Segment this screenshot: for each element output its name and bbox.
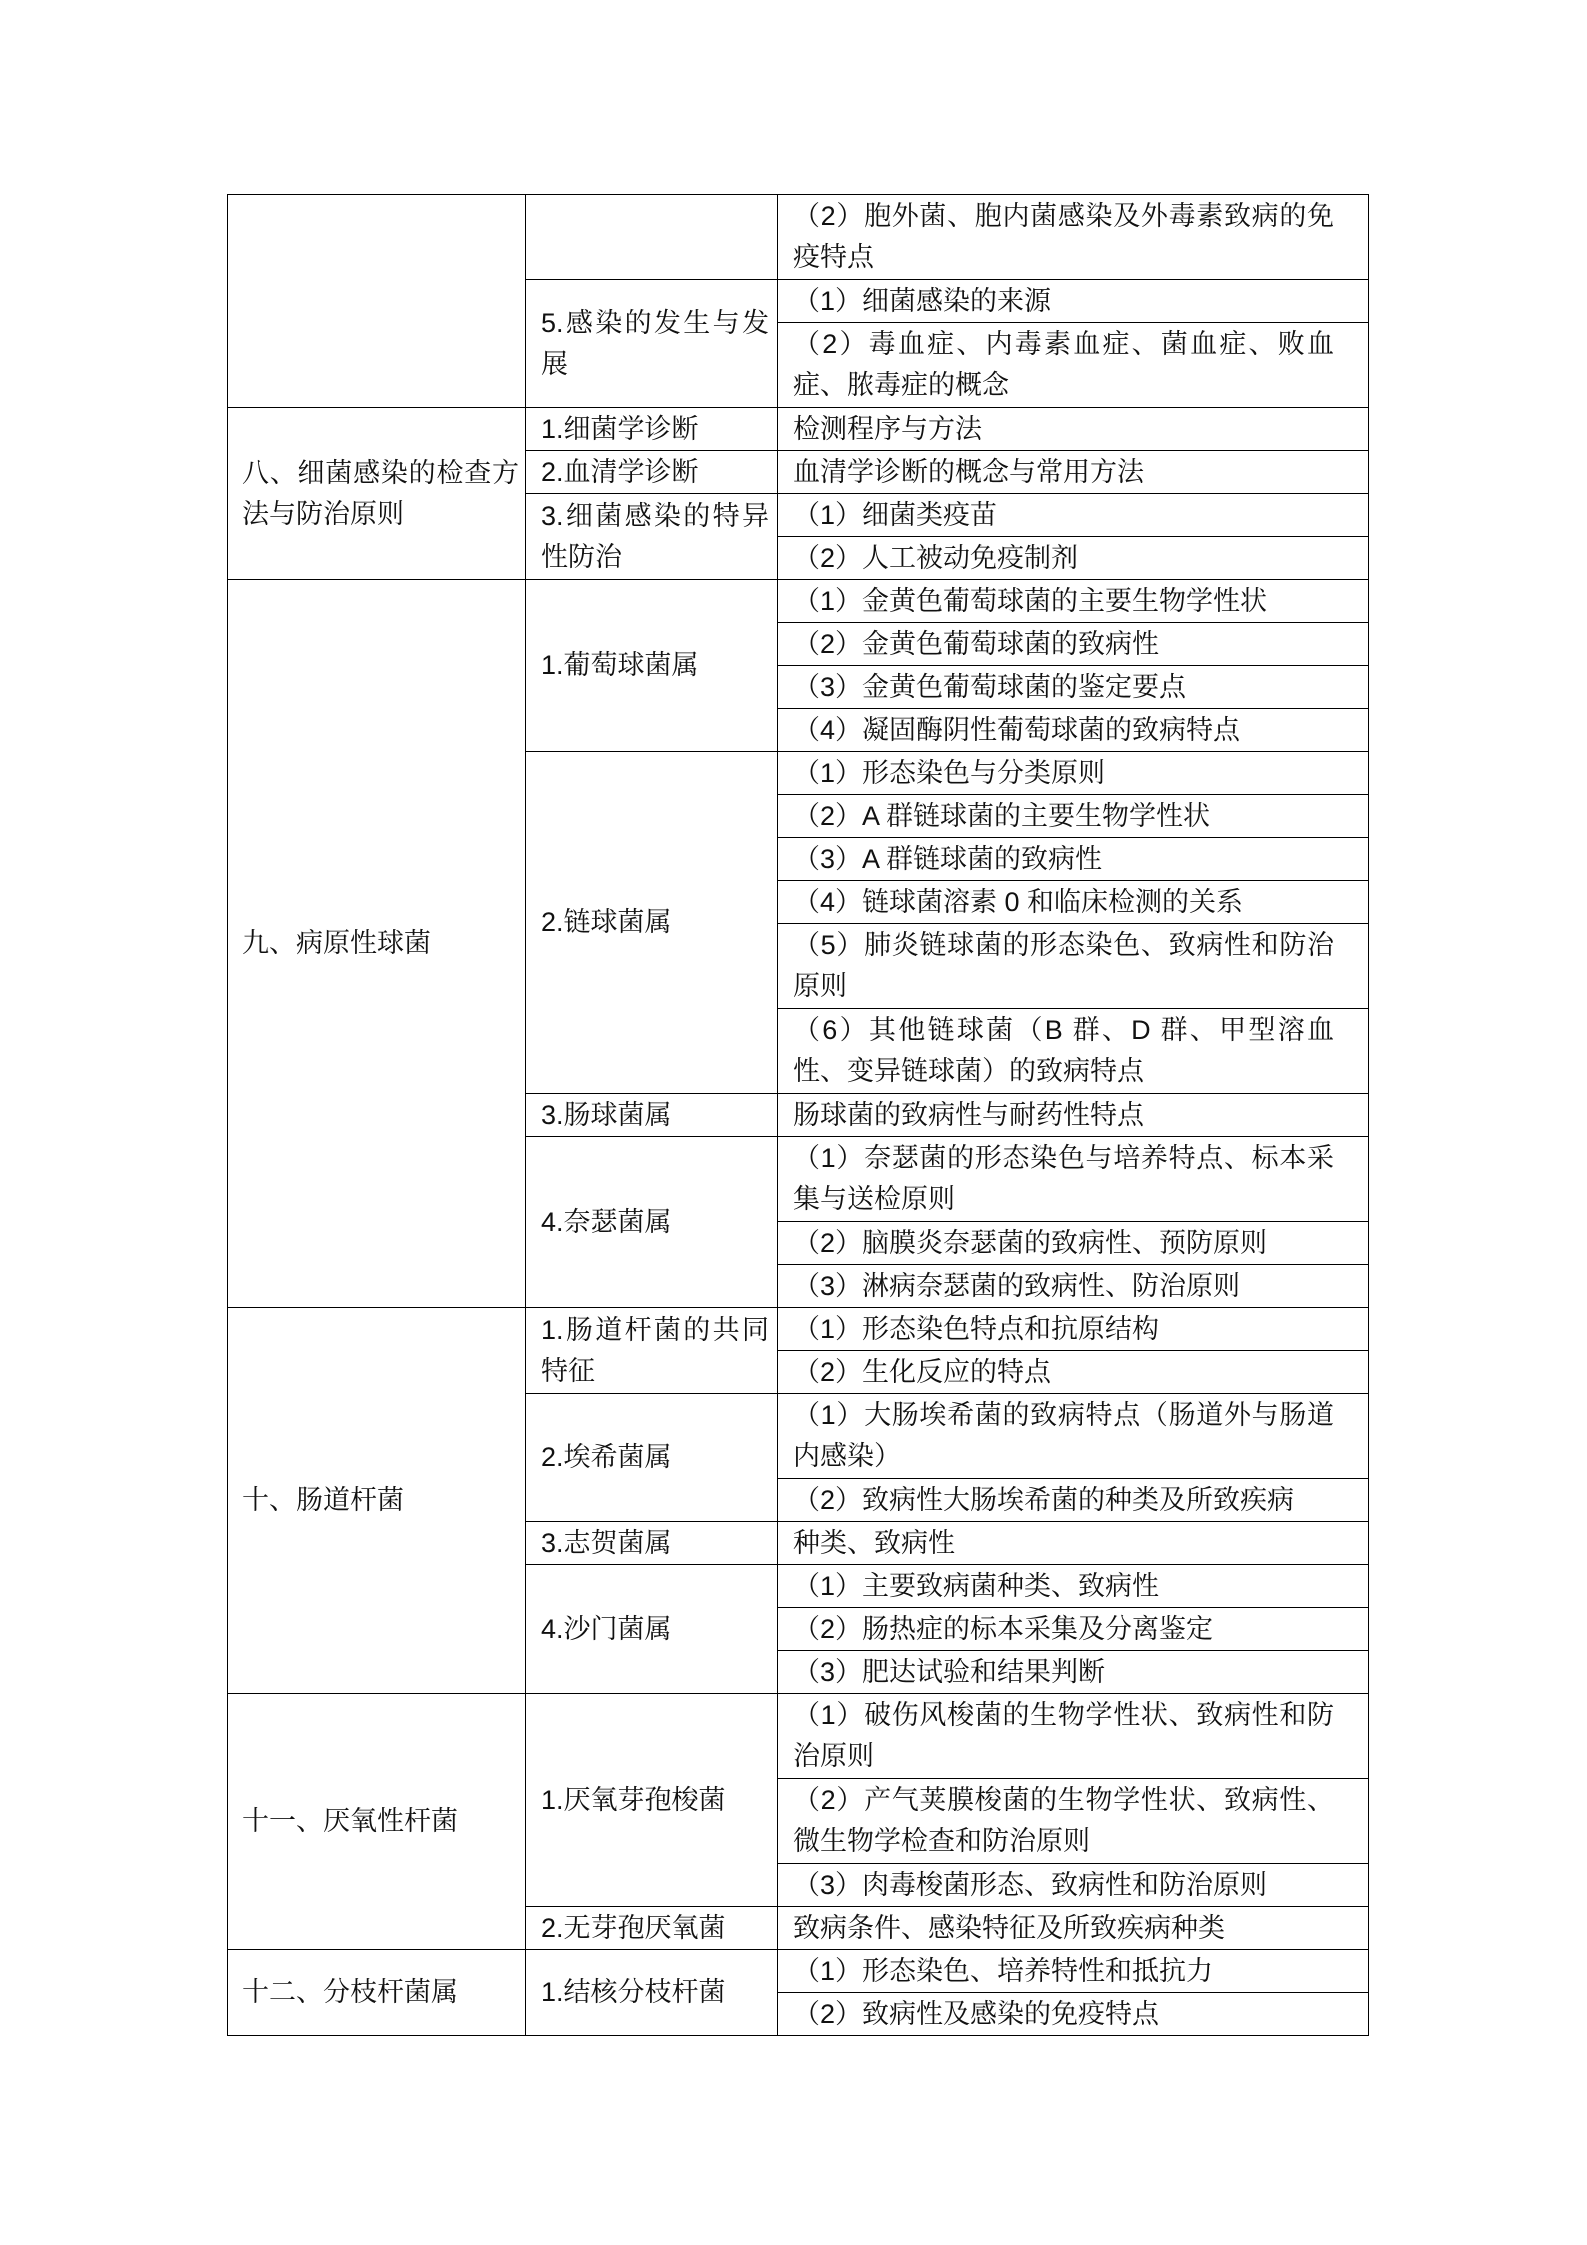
point-text: （4）链球菌溶素 0 和临床检测的关系 xyxy=(793,886,1244,917)
point-cell xyxy=(778,1265,1369,1308)
point-text: （1）形态染色、培养特性和抵抗力 xyxy=(793,1955,1214,1986)
point-text: （6）其他链球菌（B 群、D 群、甲型溶血性、变异链球菌）的致病特点 xyxy=(793,1015,1334,1086)
point-text: （2）金黄色葡萄球菌的致病性 xyxy=(793,628,1160,659)
point-cell xyxy=(778,709,1369,752)
point-text: 肠球菌的致病性与耐药性特点 xyxy=(793,1099,1144,1130)
point-text: （1）大肠埃希菌的致病特点（肠道外与肠道内感染） xyxy=(793,1400,1334,1471)
point-cell xyxy=(778,666,1369,709)
empty-cell xyxy=(526,195,778,280)
point-text: （2）生化反应的特点 xyxy=(793,1356,1052,1387)
point-cell xyxy=(778,1479,1369,1522)
point-cell xyxy=(778,881,1369,924)
topic-title: 2.无芽孢厌氧菌 xyxy=(526,1907,778,1950)
point-cell xyxy=(778,1351,1369,1394)
point-cell xyxy=(778,1864,1369,1907)
point-cell xyxy=(778,1651,1369,1694)
point-cell xyxy=(778,323,1369,408)
topic-title: 2.埃希菌属 xyxy=(526,1394,778,1522)
point-text: （1）破伤风梭菌的生物学性状、致病性和防治原则 xyxy=(793,1700,1334,1771)
point-text: （1）形态染色特点和抗原结构 xyxy=(793,1313,1160,1344)
point-text: （1）细菌类疫苗 xyxy=(793,499,998,530)
point-cell xyxy=(778,752,1369,795)
point-cell xyxy=(778,195,1369,280)
point-cell xyxy=(778,1608,1369,1651)
point-cell xyxy=(778,537,1369,580)
section-title: 九、病原性球菌 xyxy=(228,580,526,1308)
table-row xyxy=(228,1308,1369,1351)
point-text: 种类、致病性 xyxy=(793,1527,955,1558)
point-cell xyxy=(778,1779,1369,1864)
point-text: （2）肠热症的标本采集及分离鉴定 xyxy=(793,1613,1214,1644)
section-title: 十、肠道杆菌 xyxy=(228,1308,526,1694)
point-text: （1）主要致病菌种类、致病性 xyxy=(793,1570,1160,1601)
section-title: 十二、分枝杆菌属 xyxy=(228,1950,526,2036)
table-row xyxy=(228,195,1369,280)
topic-title: 4.奈瑟菌属 xyxy=(526,1137,778,1308)
topic-title: 1.厌氧芽孢梭菌 xyxy=(526,1694,778,1907)
point-cell xyxy=(778,1907,1369,1950)
point-cell xyxy=(778,1694,1369,1779)
point-text: （2）致病性及感染的免疫特点 xyxy=(793,1998,1160,2029)
topic-title: 2.血清学诊断 xyxy=(526,451,778,494)
point-cell xyxy=(778,924,1369,1009)
section-title: 十一、厌氧性杆菌 xyxy=(228,1694,526,1950)
point-text: （3）肥达试验和结果判断 xyxy=(793,1656,1106,1687)
point-text: 血清学诊断的概念与常用方法 xyxy=(793,456,1144,487)
point-text: （2）产气荚膜梭菌的生物学性状、致病性、微生物学检查和防治原则 xyxy=(793,1785,1334,1856)
topic-title: 1.葡萄球菌属 xyxy=(526,580,778,752)
point-text: 致病条件、感染特征及所致疾病种类 xyxy=(793,1912,1225,1943)
point-text: （2）脑膜炎奈瑟菌的致病性、预防原则 xyxy=(793,1227,1268,1258)
point-cell xyxy=(778,623,1369,666)
point-text: （2）A 群链球菌的主要生物学性状 xyxy=(793,800,1211,831)
empty-cell xyxy=(228,195,526,408)
point-cell xyxy=(778,280,1369,323)
point-text: （3）金黄色葡萄球菌的鉴定要点 xyxy=(793,671,1187,702)
point-text: （4）凝固酶阴性葡萄球菌的致病特点 xyxy=(793,714,1241,745)
point-cell xyxy=(778,494,1369,537)
point-cell xyxy=(778,838,1369,881)
syllabus-table xyxy=(227,194,1369,2036)
topic-title: 1.结核分枝杆菌 xyxy=(526,1950,778,2036)
point-cell xyxy=(778,1222,1369,1265)
point-text: （1）细菌感染的来源 xyxy=(793,285,1052,316)
table-row xyxy=(228,1950,1369,1993)
point-text: （2）胞外菌、胞内菌感染及外毒素致病的免疫特点 xyxy=(793,201,1334,272)
topic-title: 3.肠球菌属 xyxy=(526,1094,778,1137)
point-cell xyxy=(778,1993,1369,2036)
topic-title: 1.肠道杆菌的共同特征 xyxy=(526,1308,778,1394)
point-text: （2）致病性大肠埃希菌的种类及所致疾病 xyxy=(793,1484,1295,1515)
table-row xyxy=(228,408,1369,451)
point-text: （3）A 群链球菌的致病性 xyxy=(793,843,1103,874)
point-cell xyxy=(778,1094,1369,1137)
point-text: （1）形态染色与分类原则 xyxy=(793,757,1106,788)
point-cell xyxy=(778,1009,1369,1094)
point-cell xyxy=(778,1950,1369,1993)
point-cell xyxy=(778,1137,1369,1222)
point-cell xyxy=(778,1394,1369,1479)
point-cell xyxy=(778,1565,1369,1608)
topic-title: 1.细菌学诊断 xyxy=(526,408,778,451)
point-cell xyxy=(778,795,1369,838)
point-text: 检测程序与方法 xyxy=(793,413,982,444)
point-text: （5）肺炎链球菌的形态染色、致病性和防治原则 xyxy=(793,930,1334,1001)
topic-title: 4.沙门菌属 xyxy=(526,1565,778,1694)
point-text: （1）奈瑟菌的形态染色与培养特点、标本采集与送检原则 xyxy=(793,1143,1334,1214)
point-text: （2）人工被动免疫制剂 xyxy=(793,542,1079,573)
point-text: （3）肉毒梭菌形态、致病性和防治原则 xyxy=(793,1869,1268,1900)
point-text: （1）金黄色葡萄球菌的主要生物学性状 xyxy=(793,585,1268,616)
topic-title: 3.细菌感染的特异性防治 xyxy=(526,494,778,580)
point-cell xyxy=(778,1522,1369,1565)
point-text: （2）毒血症、内毒素血症、菌血症、败血症、脓毒症的概念 xyxy=(793,329,1334,400)
table-row xyxy=(228,580,1369,623)
topic-title: 5.感染的发生与发展 xyxy=(526,280,778,408)
table-row xyxy=(228,1694,1369,1779)
topic-title: 3.志贺菌属 xyxy=(526,1522,778,1565)
point-cell xyxy=(778,408,1369,451)
point-cell xyxy=(778,580,1369,623)
topic-title: 2.链球菌属 xyxy=(526,752,778,1094)
point-text: （3）淋病奈瑟菌的致病性、防治原则 xyxy=(793,1270,1241,1301)
point-cell xyxy=(778,1308,1369,1351)
section-title: 八、细菌感染的检查方法与防治原则 xyxy=(228,408,526,580)
point-cell xyxy=(778,451,1369,494)
